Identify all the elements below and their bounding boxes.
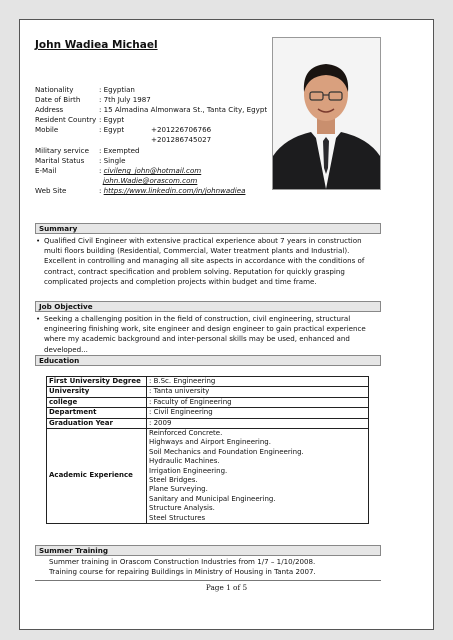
info-value: : Egyptian [99,85,135,94]
edu-value: : B.Sc. Engineering [147,377,369,387]
info-label: Marital Status [35,156,85,165]
footer-divider [35,580,381,581]
edu-value: : Faculty of Engineering [147,397,369,407]
profile-photo [272,37,381,190]
info-value [103,176,197,185]
edu-key: Graduation Year [47,418,147,428]
table-row [47,387,369,397]
education-table [46,376,369,524]
info-value: : Egypt [99,125,125,134]
info-value: : 15 Almadina Almonwara St., Tanta City, Egypt [99,105,268,114]
list-item: Steel Bridges. [149,476,198,485]
info-label: Mobile [35,125,59,134]
summary-body: Qualified Civil Engineer with extensive practical experience about 7 years in construction multi floors building (Residential, Commercial, Water treatment plants and Industrial). Excellent in controlling and managing all site aspects in accordance with the conditions of contract, contract specification and problem solving. Reputation for quickly grasping complicated projects and completion projects within budget and time frame. [44,236,365,286]
edu-value: : 2009 [147,418,369,428]
info-value: : 7th July 1987 [99,95,151,104]
objective-text [35,314,381,355]
table-row [47,408,369,418]
info-label: Military service [35,146,89,155]
email-colon: : [99,166,102,175]
training-line: Training course for repairing Buildings in Ministry of Housing in Tanta 2007. [49,567,316,576]
edu-key: University [47,387,147,397]
website-link[interactable]: https://www.linkedin.com/in/johnwadiea [103,186,246,195]
list-item: Soil Mechanics and Foundation Engineering. [149,447,304,456]
info-value [99,186,245,195]
training-line: Summer training in Orascom Construction Industries from 1/7 – 1/10/2008. [49,557,316,566]
list-item: Highways and Airport Engineering. [149,438,271,447]
edu-key: Department [47,408,147,418]
list-item: Hydraulic Machines. [149,457,220,466]
info-value: : Exempted [99,146,140,155]
summary-text [35,236,381,287]
edu-key: college [47,397,147,407]
objective-heading: Job Objective [35,301,381,312]
info-label: Nationality [35,85,74,94]
list-item: Irrigation Engineering. [149,466,228,475]
info-label: Address [35,105,64,114]
info-label: E-Mail [35,166,57,175]
info-value [99,166,201,175]
summary-heading: Summary [35,223,381,234]
info-label: Date of Birth [35,95,81,104]
list-item: Steel Structures [149,513,206,522]
info-value: : Egypt [99,115,125,124]
list-item: Reinforced Concrete. [149,429,223,438]
mobile-number-1: +201226706766 [151,125,212,134]
email-link-2[interactable]: john.Wadie@orascom.com [103,176,198,185]
info-label: Web Site [35,186,67,195]
academic-experience-list [147,429,369,524]
candidate-name: John Wadiea Michael [35,39,158,51]
table-row [47,397,369,407]
info-label: Resident Country [35,115,97,124]
page-number: Page 1 of 5 [205,583,248,592]
website-colon: : [99,186,102,195]
mobile-number-2: +201286745027 [151,135,212,144]
training-heading: Summer Training [35,545,381,556]
list-item: Plane Surveying. [149,485,208,494]
academic-experience-label: Academic Experience [47,429,147,524]
edu-value: : Tanta university [147,387,369,397]
info-value: : Single [99,156,126,165]
bullet-icon: • [36,236,41,245]
list-item: Sanitary and Municipal Engineering. [149,494,276,503]
objective-body: Seeking a challenging position in the field of construction, civil engineering, structural engineering finishing work, site engineer and design engineer to gain practical experience where my academic background and inter-personal skills may be used, enhanced and developed... [44,314,366,354]
list-item: Structure Analysis. [149,504,215,513]
table-row [47,429,369,524]
edu-key: First University Degree [47,377,147,387]
edu-value: : Civil Engineering [147,408,369,418]
person-portrait-icon [273,38,380,189]
bullet-icon: • [36,314,41,323]
table-row [47,377,369,387]
education-heading: Education [35,355,381,366]
email-link-1[interactable]: civileng_john@hotmail.com [103,166,202,175]
table-row [47,418,369,428]
